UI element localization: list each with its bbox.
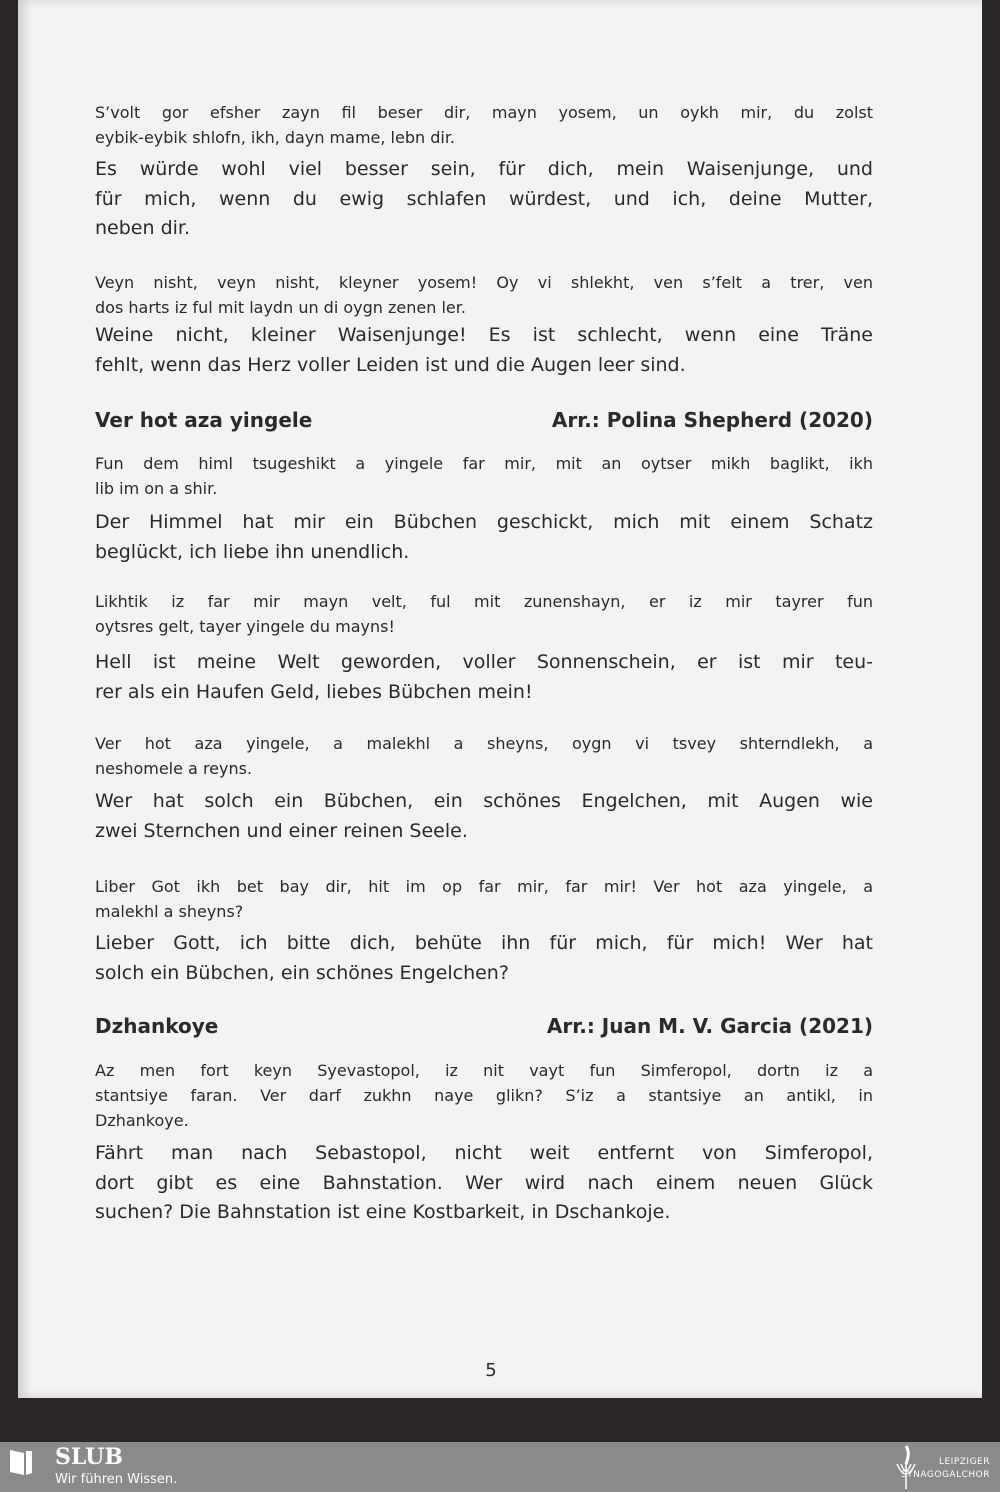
text-line: fehlt, wenn das Herz voller Leiden ist und die Augen leer sind.	[95, 353, 686, 376]
book-icon	[8, 1448, 34, 1476]
text-line: Weine nicht, kleiner Waisenjunge! Es ist schlecht, wenn eine Träne	[95, 324, 873, 346]
text-line: dos harts iz ful mit laydn un di oygn zenen ler.	[95, 298, 466, 317]
text-line: solch ein Bübchen, ein schönes Engelchen?	[95, 961, 509, 984]
song-arranger: Arr.: Polina Shepherd (2020)	[551, 408, 873, 432]
text-line: Fährt man nach Sebastopol, nicht weit entfernt von Simferopol,	[95, 1142, 873, 1164]
yiddish-paragraph	[95, 451, 873, 501]
text-line: Hell ist meine Welt geworden, voller Sonnenschein, er ist mir teu-	[95, 651, 873, 673]
song-heading	[95, 408, 873, 432]
text-line: Az men fort keyn Syevastopol, iz nit vayt fun Simferopol, dortn iz a	[95, 1061, 873, 1080]
text-line: Ver hot aza yingele, a malekhl a sheyns, oygn vi tsvey shterndlekh, a	[95, 734, 873, 753]
german-paragraph	[95, 155, 873, 244]
song-title: Dzhankoye	[95, 1014, 219, 1038]
text-line: neben dir.	[95, 217, 191, 239]
text-line: eybik-eybik shlofn, ikh, dayn mame, lebn dir.	[95, 128, 456, 147]
slub-tagline: Wir führen Wissen.	[55, 1472, 178, 1487]
german-paragraph	[95, 508, 873, 567]
yiddish-paragraph	[95, 874, 873, 924]
song-heading	[95, 1014, 873, 1038]
partner-line1: LEIPZIGER	[938, 1457, 990, 1467]
text-line: dort gibt es eine Bahnstation. Wer wird nach einem neuen Glück	[95, 1171, 873, 1194]
text-line: Likhtik iz far mir mayn velt, ful mit zunenshayn, er iz mir tayrer fun	[95, 592, 873, 611]
text-line: Lieber Gott, ich bitte dich, behüte ihn für mich, für mich! Wer hat	[95, 932, 873, 954]
yiddish-paragraph	[95, 589, 873, 639]
german-paragraph	[95, 321, 873, 380]
partner-line2: SYNAGOGALCHOR	[900, 1470, 990, 1480]
yiddish-paragraph	[95, 270, 873, 320]
german-paragraph	[95, 648, 873, 707]
text-line: beglückt, ich liebe ihn unendlich.	[95, 540, 410, 563]
yiddish-paragraph	[95, 100, 873, 150]
text-line: für mich, wenn du ewig schlafen würdest, und ich, deine Mutter,	[95, 187, 873, 210]
text-line: zwei Sternchen und einer reinen Seele.	[95, 819, 468, 842]
text-line: neshomele a reyns.	[95, 759, 253, 778]
text-line: S’volt gor efsher zayn fil beser dir, mayn yosem, un oykh mir, du zolst	[95, 103, 873, 122]
text-line: Es würde wohl viel besser sein, für dich, mein Waisenjunge, und	[95, 158, 873, 180]
partner-logo-text	[901, 1456, 990, 1482]
text-line: Wer hat solch ein Bübchen, ein schönes Engelchen, mit Augen wie	[95, 790, 873, 812]
yiddish-paragraph	[95, 731, 873, 781]
text-line: rer als ein Haufen Geld, liebes Bübchen mein!	[95, 680, 533, 703]
german-paragraph	[95, 929, 873, 988]
text-line: Fun dem himl tsugeshikt a yingele far mir, mit an oytser mikh baglikt, ikh	[95, 454, 873, 473]
slub-logo: SLUB	[55, 1444, 123, 1470]
song-arranger: Arr.: Juan M. V. Garcia (2021)	[546, 1014, 873, 1038]
text-line: stantsiye faran. Ver darf zukhn naye glikn? S’iz a stantsiye an antikl, in	[95, 1086, 873, 1105]
german-paragraph	[95, 787, 873, 846]
text-line: malekhl a sheyns?	[95, 902, 244, 921]
yiddish-paragraph	[95, 1058, 873, 1133]
german-paragraph	[95, 1139, 873, 1228]
text-line: Liber Got ikh bet bay dir, hit im op far mir, far mir! Ver hot aza yingele, a	[95, 877, 873, 896]
footer-bar	[0, 1442, 1000, 1492]
text-line: Der Himmel hat mir ein Bübchen geschickt, mich mit einem Schatz	[95, 511, 873, 533]
page-number: 5	[485, 1360, 497, 1381]
text-line: suchen? Die Bahnstation ist eine Kostbarkeit, in Dschankoje.	[95, 1201, 671, 1223]
text-line: Dzhankoye.	[95, 1111, 189, 1130]
text-line: lib im on a shir.	[95, 479, 218, 498]
text-line: Veyn nisht, veyn nisht, kleyner yosem! Oy vi shlekht, ven s’felt a trer, ven	[95, 273, 873, 292]
text-line: oytsres gelt, tayer yingele du mayns!	[95, 617, 395, 636]
song-title: Ver hot aza yingele	[95, 408, 313, 432]
